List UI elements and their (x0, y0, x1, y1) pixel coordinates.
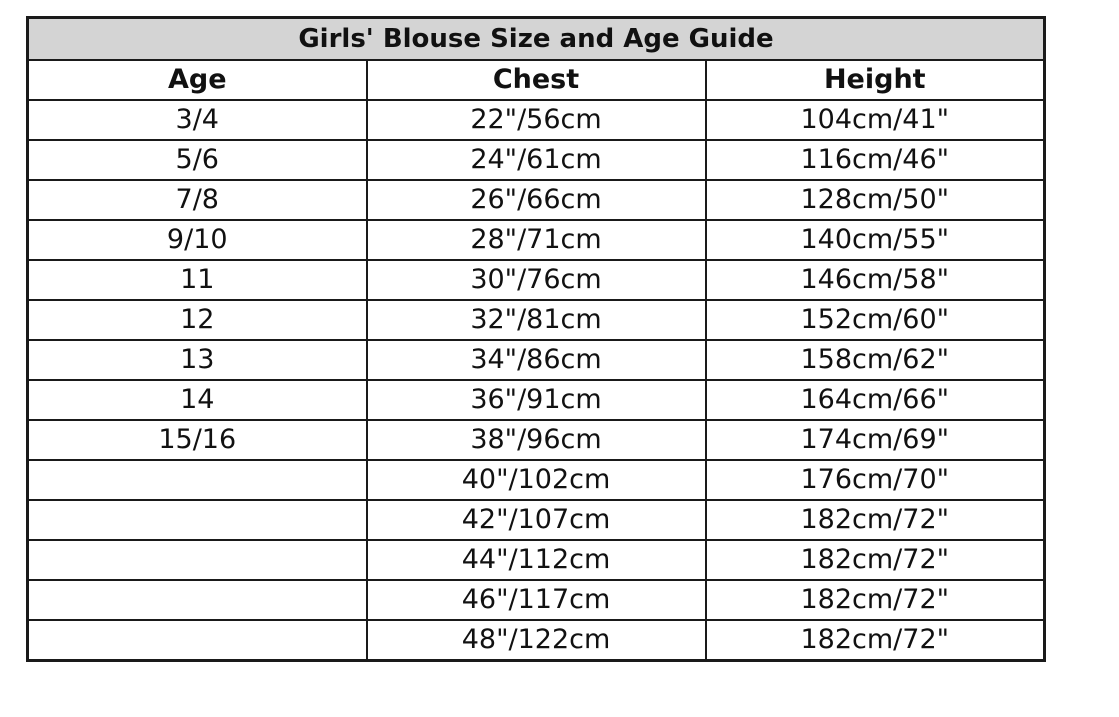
age-cell (28, 580, 367, 620)
chest-cell: 42"/107cm (367, 500, 706, 540)
height-cell: 152cm/60" (706, 300, 1045, 340)
height-cell: 182cm/72" (706, 580, 1045, 620)
height-cell: 128cm/50" (706, 180, 1045, 220)
chest-cell: 36"/91cm (367, 380, 706, 420)
column-header-age: Age (28, 60, 367, 100)
chest-cell: 46"/117cm (367, 580, 706, 620)
table-row (28, 220, 1045, 260)
header-row (28, 60, 1045, 100)
table-row (28, 620, 1045, 661)
height-cell: 182cm/72" (706, 620, 1045, 661)
height-cell: 158cm/62" (706, 340, 1045, 380)
table-row (28, 100, 1045, 140)
age-cell: 9/10 (28, 220, 367, 260)
table-row (28, 300, 1045, 340)
table-row (28, 460, 1045, 500)
age-cell: 3/4 (28, 100, 367, 140)
table-row (28, 380, 1045, 420)
table-head (28, 18, 1045, 101)
table-row (28, 420, 1045, 460)
table-row (28, 540, 1045, 580)
age-cell: 14 (28, 380, 367, 420)
height-cell: 104cm/41" (706, 100, 1045, 140)
age-cell: 7/8 (28, 180, 367, 220)
height-cell: 164cm/66" (706, 380, 1045, 420)
height-cell: 176cm/70" (706, 460, 1045, 500)
table-row (28, 580, 1045, 620)
chest-cell: 28"/71cm (367, 220, 706, 260)
chest-cell: 30"/76cm (367, 260, 706, 300)
column-header-chest: Chest (367, 60, 706, 100)
chest-cell: 44"/112cm (367, 540, 706, 580)
height-cell: 182cm/72" (706, 500, 1045, 540)
height-cell: 174cm/69" (706, 420, 1045, 460)
age-cell: 11 (28, 260, 367, 300)
age-cell: 12 (28, 300, 367, 340)
chest-cell: 26"/66cm (367, 180, 706, 220)
table-row (28, 260, 1045, 300)
age-cell (28, 540, 367, 580)
title-row (28, 18, 1045, 61)
chest-cell: 48"/122cm (367, 620, 706, 661)
column-header-height: Height (706, 60, 1045, 100)
chest-cell: 24"/61cm (367, 140, 706, 180)
age-cell (28, 620, 367, 661)
table-row (28, 140, 1045, 180)
table-title: Girls' Blouse Size and Age Guide (28, 18, 1045, 61)
chest-cell: 34"/86cm (367, 340, 706, 380)
age-cell: 5/6 (28, 140, 367, 180)
chest-cell: 40"/102cm (367, 460, 706, 500)
chest-cell: 32"/81cm (367, 300, 706, 340)
height-cell: 116cm/46" (706, 140, 1045, 180)
age-cell (28, 500, 367, 540)
height-cell: 140cm/55" (706, 220, 1045, 260)
chest-cell: 22"/56cm (367, 100, 706, 140)
age-cell: 15/16 (28, 420, 367, 460)
table-row (28, 500, 1045, 540)
table-row (28, 180, 1045, 220)
height-cell: 182cm/72" (706, 540, 1045, 580)
size-guide-table (26, 16, 1046, 662)
age-cell (28, 460, 367, 500)
age-cell: 13 (28, 340, 367, 380)
table-row (28, 340, 1045, 380)
height-cell: 146cm/58" (706, 260, 1045, 300)
chest-cell: 38"/96cm (367, 420, 706, 460)
table-body (28, 100, 1045, 661)
